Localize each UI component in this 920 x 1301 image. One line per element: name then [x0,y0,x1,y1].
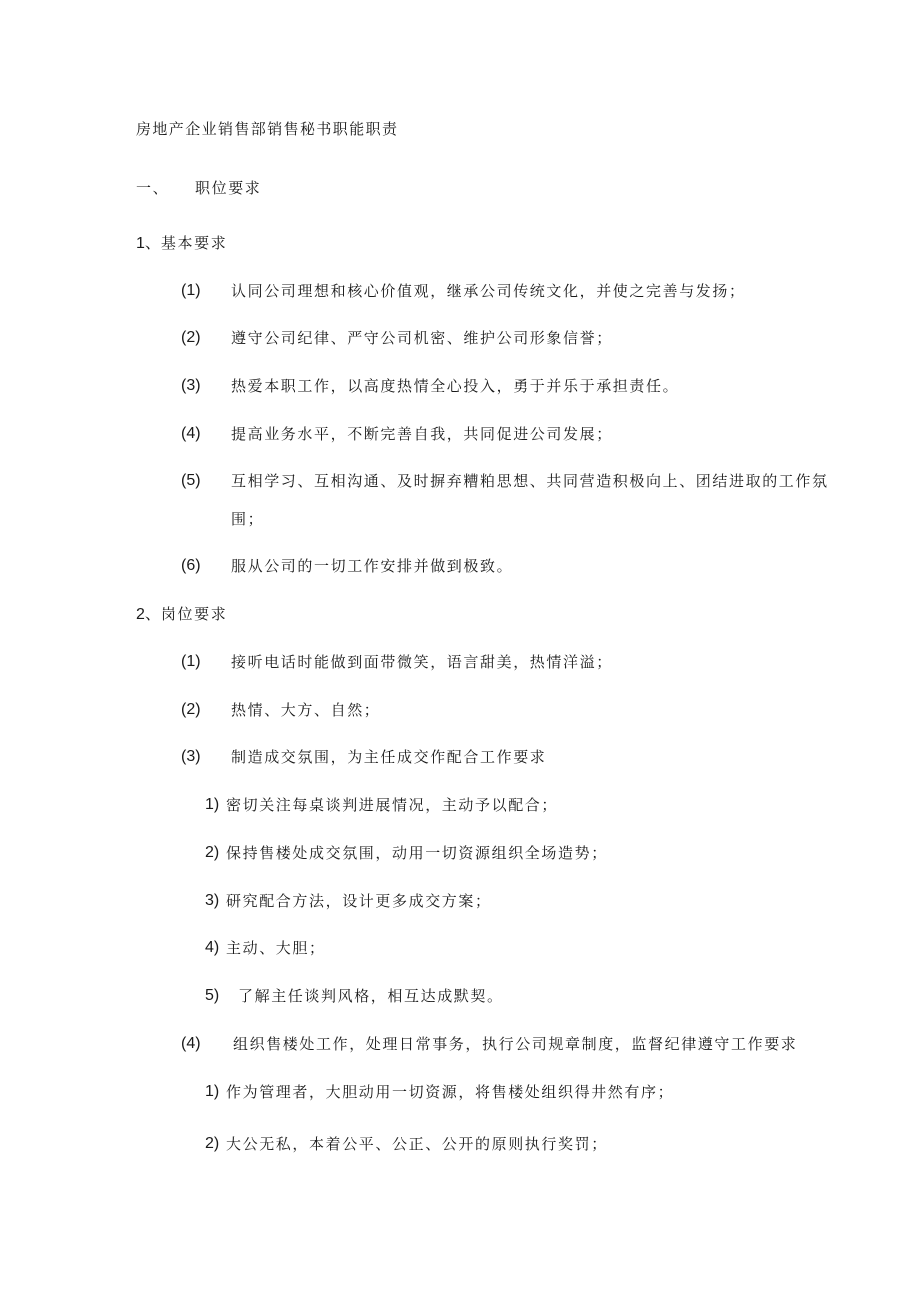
post-item-text: 接听电话时能做到面带微笑，语言甜美，热情洋溢； [231,653,613,671]
post-subitem-text: 密切关注每桌谈判进展情况，主动予以配合； [226,796,559,814]
post-subitem-text: 了解主任谈判风格，相互达成默契。 [238,987,504,1005]
section-number: 一、 [136,179,170,197]
post-item-number: (3) [181,748,201,765]
post-subitem-text: 保持售楼处成交氛围，动用一切资源组织全场造势； [226,844,608,862]
post-subitem-number: 5) [205,987,220,1004]
post-subitem-number: 1) [205,796,220,813]
basic-item-text: 热爱本职工作，以高度热情全心投入，勇于并乐于承担责任。 [231,377,680,395]
basic-item-number: (3) [181,377,201,394]
post-subitem-number: 2) [205,844,220,861]
post-heading-text: 岗位要求 [160,605,228,623]
basic-item-text: 互相学习、互相沟通、及时摒弃糟粕思想、共同营造积极向上、团结进取的工作氛 [231,472,829,490]
basic-item-number: (1) [181,282,201,299]
basic-item-number: (2) [181,329,201,346]
basic-item-text: 提高业务水平，不断完善自我，共同促进公司发展； [231,425,613,443]
basic-item-number: (4) [181,425,201,442]
basic-item-text: 遵守公司纪律、严守公司机密、维护公司形象信誉； [231,329,613,347]
post-subitem-text: 大公无私，本着公平、公正、公开的原则执行奖罚； [226,1135,608,1153]
post-heading [136,604,227,625]
basic-heading-number: 1、 [136,235,161,252]
post-subitem-number: 2) [205,1135,220,1152]
post-subitem-text: 主动、大胆； [226,939,326,957]
basic-heading-text: 基本要求 [160,234,228,252]
basic-item-text-continued: 围； [231,510,265,528]
basic-heading [136,233,227,254]
post-item-text: 组织售楼处工作，处理日常事务，执行公司规章制度，监督纪律遵守工作要求 [233,1035,798,1053]
document-title: 房地产企业销售部销售秘书职能职责 [136,120,399,138]
section-heading: 职位要求 [195,179,262,197]
post-subitem-number: 3) [205,892,220,909]
post-item-text: 热情、大方、自然； [231,701,381,719]
basic-item-text: 认同公司理想和核心价值观，继承公司传统文化，并使之完善与发扬； [231,282,746,300]
post-heading-number: 2、 [136,606,161,623]
basic-item-text: 服从公司的一切工作安排并做到极致。 [231,557,514,575]
post-item-number: (4) [181,1035,201,1052]
post-subitem-text: 研究配合方法，设计更多成交方案； [226,892,492,910]
post-item-number: (1) [181,653,201,670]
post-subitem-number: 4) [205,939,220,956]
basic-item-number: (6) [181,557,201,574]
post-item-text: 制造成交氛围，为主任成交作配合工作要求 [231,748,547,766]
basic-item-number: (5) [181,472,201,489]
post-subitem-number: 1) [205,1083,220,1100]
post-item-number: (2) [181,701,201,718]
post-subitem-text: 作为管理者，大胆动用一切资源，将售楼处组织得井然有序； [226,1083,675,1101]
